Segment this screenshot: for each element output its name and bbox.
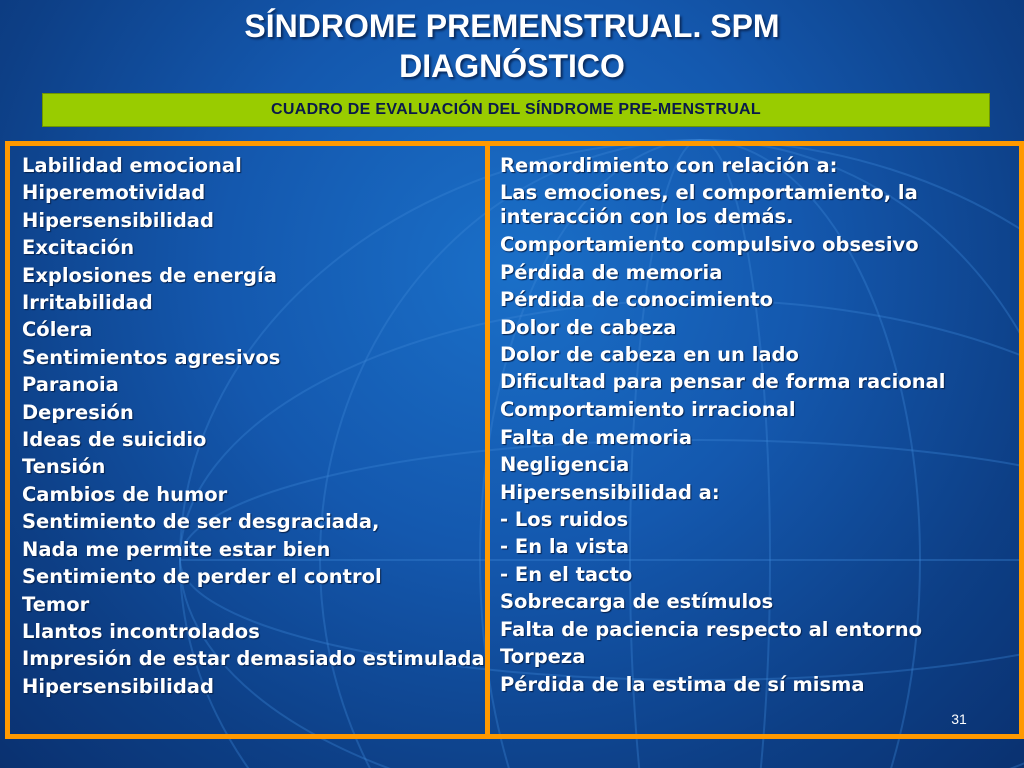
slide-title <box>0 6 1024 86</box>
list-item: Ideas de suicidio <box>22 428 207 452</box>
list-item: - En la vista <box>500 535 629 559</box>
list-item: Falta de memoria <box>500 425 692 449</box>
list-item: Comportamiento irracional <box>500 398 796 422</box>
list-item: Llantos incontrolados <box>22 619 260 643</box>
list-item: Depresión <box>22 400 134 424</box>
list-item: Irritabilidad <box>22 291 153 315</box>
list-item: Sentimientos agresivos <box>22 345 281 369</box>
list-item: Torpeza <box>500 645 586 669</box>
list-item: - En el tacto <box>500 562 633 586</box>
list-item: Sobrecarga de estímulos <box>500 590 774 614</box>
list-item: Negligencia <box>500 453 630 477</box>
list-item: Hipersensibilidad <box>22 208 214 232</box>
subtitle-bar <box>42 93 990 127</box>
list-item: Excitación <box>22 236 135 260</box>
list-item: Hiperemotividad <box>22 181 206 205</box>
evaluation-table <box>5 141 1024 739</box>
list-item: Cólera <box>22 318 93 342</box>
title-line-1: SÍNDROME PREMENSTRUAL. SPM <box>244 8 780 44</box>
list-item: Pérdida de conocimiento <box>500 288 773 312</box>
list-item: Sentimiento de ser desgraciada, <box>22 510 380 534</box>
list-item: Comportamiento compulsivo obsesivo <box>500 233 919 257</box>
subtitle-text: CUADRO DE EVALUACIÓN DEL SÍNDROME PRE-MENSTRUAL <box>271 101 761 118</box>
list-item: Dolor de cabeza en un lado <box>500 343 799 367</box>
list-item: Falta de paciencia respecto al entorno <box>500 617 922 641</box>
list-item: - Los ruidos <box>500 508 629 532</box>
left-column <box>10 146 490 734</box>
list-item: Dificultad para pensar de forma racional <box>500 370 946 394</box>
list-item: Temor <box>22 592 90 616</box>
list-item: Pérdida de memoria <box>500 260 723 284</box>
list-item: Pérdida de la estima de sí misma <box>500 672 865 696</box>
list-item: Dolor de cabeza <box>500 315 677 339</box>
list-item: Hipersensibilidad a: <box>500 480 720 504</box>
list-item: Impresión de estar demasiado estimulada <box>22 647 485 671</box>
list-item: Cambios de humor <box>22 482 228 506</box>
right-column <box>490 146 1019 734</box>
list-item: Nada me permite estar bien <box>22 537 331 561</box>
title-line-2: DIAGNÓSTICO <box>399 48 625 84</box>
list-item: Paranoia <box>22 373 119 397</box>
list-item: Labilidad emocional <box>22 154 242 177</box>
list-item: Hipersensibilidad <box>22 675 214 699</box>
list-item: Tensión <box>22 455 106 479</box>
list-item: Explosiones de energía <box>22 263 277 287</box>
page-number: 31 <box>951 711 967 727</box>
list-item: Sentimiento de perder el control <box>22 565 382 589</box>
list-item: Las emociones, el comportamiento, la interacción con los demás. <box>500 181 918 229</box>
list-item: Remordimiento con relación a: <box>500 154 838 177</box>
